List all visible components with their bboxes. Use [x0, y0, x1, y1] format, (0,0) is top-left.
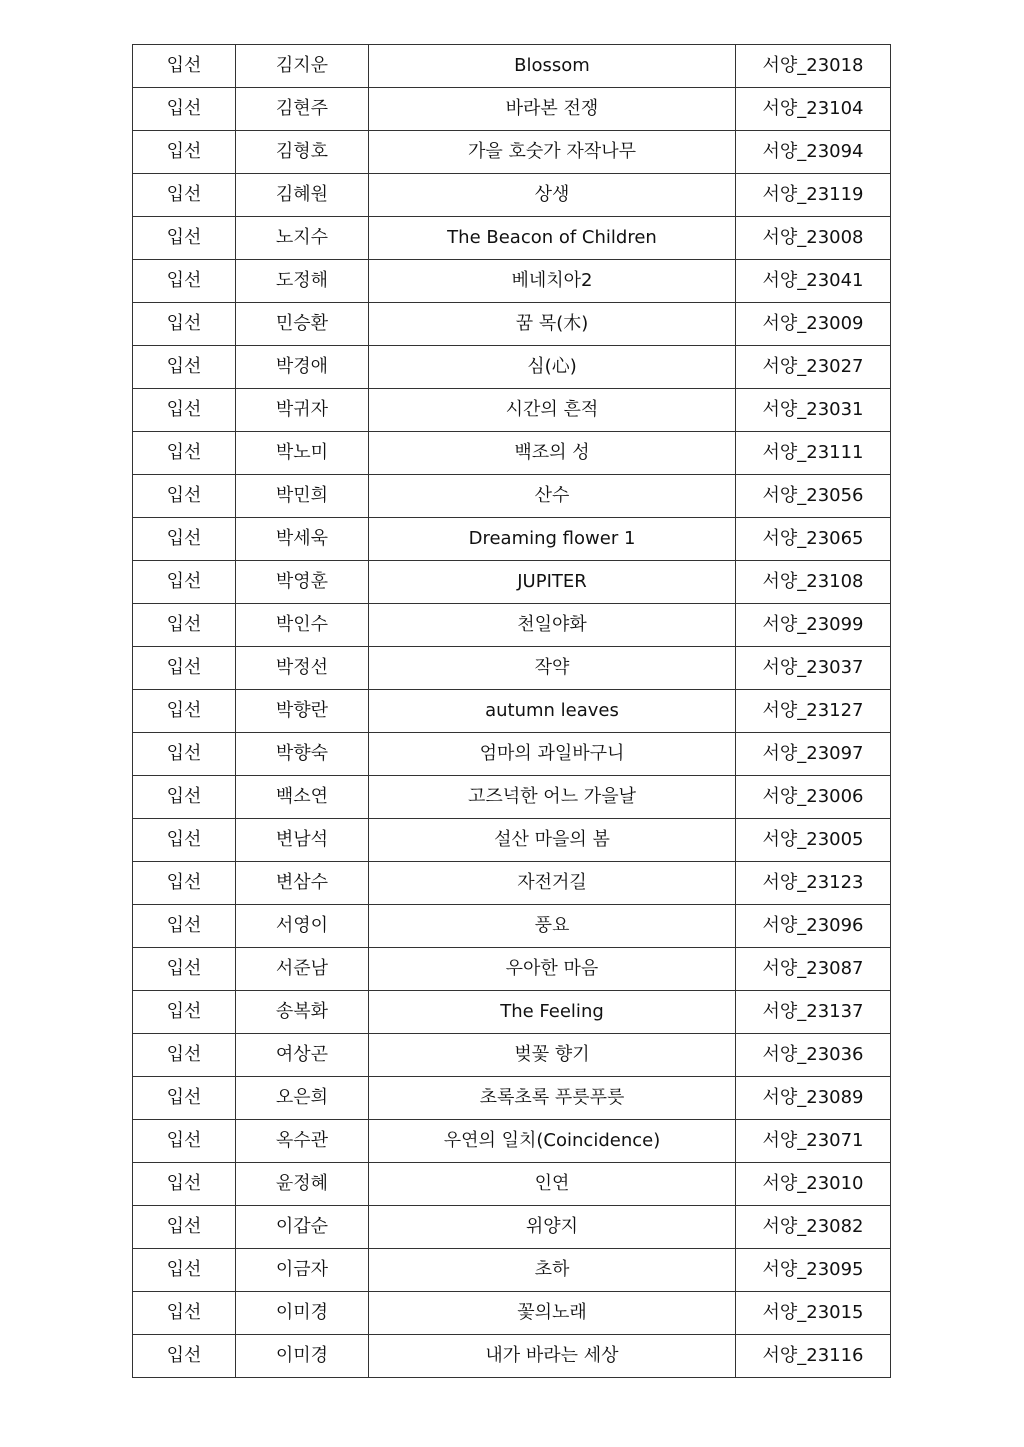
- table-row: [133, 776, 891, 819]
- table-row: [133, 131, 891, 174]
- award-cell: 입선: [133, 260, 236, 303]
- award-cell: 입선: [133, 733, 236, 776]
- table-row: [133, 1120, 891, 1163]
- table-row: [133, 217, 891, 260]
- artwork-title-cell: 초록초록 푸릇푸릇: [369, 1077, 736, 1120]
- artwork-title-cell: 초하: [369, 1249, 736, 1292]
- artist-name-cell: 오은희: [236, 1077, 369, 1120]
- entry-code-cell: 서양_23123: [736, 862, 891, 905]
- entry-code-cell: 서양_23099: [736, 604, 891, 647]
- award-cell: 입선: [133, 518, 236, 561]
- entry-code-cell: 서양_23137: [736, 991, 891, 1034]
- entry-code-cell: 서양_23056: [736, 475, 891, 518]
- table-row: [133, 432, 891, 475]
- artwork-title-cell: The Beacon of Children: [369, 217, 736, 260]
- artwork-title-cell: 꽃의노래: [369, 1292, 736, 1335]
- artwork-title-cell: 바라본 전쟁: [369, 88, 736, 131]
- artist-name-cell: 박인수: [236, 604, 369, 647]
- award-cell: 입선: [133, 690, 236, 733]
- entry-code-cell: 서양_23036: [736, 1034, 891, 1077]
- entry-code-cell: 서양_23010: [736, 1163, 891, 1206]
- artwork-title-cell: 상생: [369, 174, 736, 217]
- award-cell: 입선: [133, 475, 236, 518]
- entry-code-cell: 서양_23087: [736, 948, 891, 991]
- table-row: [133, 690, 891, 733]
- entry-code-cell: 서양_23071: [736, 1120, 891, 1163]
- entry-code-cell: 서양_23127: [736, 690, 891, 733]
- entry-code-cell: 서양_23108: [736, 561, 891, 604]
- artist-name-cell: 여상곤: [236, 1034, 369, 1077]
- table-row: [133, 475, 891, 518]
- artist-name-cell: 이미경: [236, 1292, 369, 1335]
- award-cell: 입선: [133, 604, 236, 647]
- table-row: [133, 518, 891, 561]
- entry-code-cell: 서양_23082: [736, 1206, 891, 1249]
- award-cell: 입선: [133, 905, 236, 948]
- award-cell: 입선: [133, 862, 236, 905]
- entry-code-cell: 서양_23094: [736, 131, 891, 174]
- table-row: [133, 561, 891, 604]
- table-row: [133, 1206, 891, 1249]
- artist-name-cell: 옥수관: [236, 1120, 369, 1163]
- artwork-title-cell: Blossom: [369, 45, 736, 88]
- artwork-title-cell: 심(心): [369, 346, 736, 389]
- artwork-title-cell: 우연의 일치(Coincidence): [369, 1120, 736, 1163]
- award-cell: 입선: [133, 217, 236, 260]
- artist-name-cell: 변남석: [236, 819, 369, 862]
- award-cell: 입선: [133, 1120, 236, 1163]
- artwork-title-cell: 산수: [369, 475, 736, 518]
- table-row: [133, 1077, 891, 1120]
- entry-code-cell: 서양_23065: [736, 518, 891, 561]
- entry-code-cell: 서양_23005: [736, 819, 891, 862]
- award-cell: 입선: [133, 1335, 236, 1378]
- table-row: [133, 1163, 891, 1206]
- table-row: [133, 260, 891, 303]
- award-cell: 입선: [133, 948, 236, 991]
- table-row: [133, 174, 891, 217]
- artist-name-cell: 이갑순: [236, 1206, 369, 1249]
- table-row: [133, 346, 891, 389]
- entry-code-cell: 서양_23009: [736, 303, 891, 346]
- artist-name-cell: 도정해: [236, 260, 369, 303]
- artist-name-cell: 박정선: [236, 647, 369, 690]
- award-cell: 입선: [133, 131, 236, 174]
- award-cell: 입선: [133, 776, 236, 819]
- artist-name-cell: 송복화: [236, 991, 369, 1034]
- award-cell: 입선: [133, 1077, 236, 1120]
- artist-name-cell: 김형호: [236, 131, 369, 174]
- artwork-title-cell: 천일야화: [369, 604, 736, 647]
- entry-code-cell: 서양_23015: [736, 1292, 891, 1335]
- table-row: [133, 733, 891, 776]
- artist-name-cell: 박향숙: [236, 733, 369, 776]
- artist-name-cell: 민승환: [236, 303, 369, 346]
- entry-code-cell: 서양_23031: [736, 389, 891, 432]
- table-row: [133, 45, 891, 88]
- artist-name-cell: 백소연: [236, 776, 369, 819]
- award-cell: 입선: [133, 561, 236, 604]
- table-row: [133, 303, 891, 346]
- artist-name-cell: 김현주: [236, 88, 369, 131]
- artwork-title-cell: 인연: [369, 1163, 736, 1206]
- award-cell: 입선: [133, 1163, 236, 1206]
- artwork-title-cell: autumn leaves: [369, 690, 736, 733]
- artwork-title-cell: 고즈넉한 어느 가을날: [369, 776, 736, 819]
- award-cell: 입선: [133, 819, 236, 862]
- artwork-title-cell: 베네치아2: [369, 260, 736, 303]
- artwork-title-cell: 풍요: [369, 905, 736, 948]
- artist-name-cell: 박귀자: [236, 389, 369, 432]
- artwork-title-cell: 위양지: [369, 1206, 736, 1249]
- artwork-title-cell: 자전거길: [369, 862, 736, 905]
- artist-name-cell: 박영훈: [236, 561, 369, 604]
- artwork-title-cell: Dreaming flower 1: [369, 518, 736, 561]
- entry-code-cell: 서양_23119: [736, 174, 891, 217]
- artwork-title-cell: 엄마의 과일바구니: [369, 733, 736, 776]
- artist-name-cell: 박세욱: [236, 518, 369, 561]
- artist-name-cell: 이미경: [236, 1335, 369, 1378]
- artwork-title-cell: 꿈 목(木): [369, 303, 736, 346]
- table-row: [133, 604, 891, 647]
- award-cell: 입선: [133, 174, 236, 217]
- award-cell: 입선: [133, 389, 236, 432]
- entry-code-cell: 서양_23027: [736, 346, 891, 389]
- award-cell: 입선: [133, 88, 236, 131]
- artist-name-cell: 이금자: [236, 1249, 369, 1292]
- artist-name-cell: 서영이: [236, 905, 369, 948]
- artist-name-cell: 김지운: [236, 45, 369, 88]
- table-row: [133, 1034, 891, 1077]
- artist-name-cell: 박향란: [236, 690, 369, 733]
- table-row: [133, 948, 891, 991]
- award-cell: 입선: [133, 432, 236, 475]
- entry-code-cell: 서양_23095: [736, 1249, 891, 1292]
- artwork-title-cell: 시간의 흔적: [369, 389, 736, 432]
- artwork-title-cell: 백조의 성: [369, 432, 736, 475]
- table-row: [133, 905, 891, 948]
- entry-code-cell: 서양_23008: [736, 217, 891, 260]
- artwork-title-cell: The Feeling: [369, 991, 736, 1034]
- artist-name-cell: 박민희: [236, 475, 369, 518]
- table-row: [133, 819, 891, 862]
- award-cell: 입선: [133, 1034, 236, 1077]
- entry-code-cell: 서양_23111: [736, 432, 891, 475]
- artist-name-cell: 김혜원: [236, 174, 369, 217]
- award-cell: 입선: [133, 303, 236, 346]
- table-row: [133, 1249, 891, 1292]
- artist-name-cell: 변삼수: [236, 862, 369, 905]
- entry-code-cell: 서양_23089: [736, 1077, 891, 1120]
- award-cell: 입선: [133, 45, 236, 88]
- artwork-title-cell: 벚꽃 향기: [369, 1034, 736, 1077]
- artwork-title-cell: 우아한 마음: [369, 948, 736, 991]
- artist-name-cell: 박노미: [236, 432, 369, 475]
- table-row: [133, 647, 891, 690]
- entry-code-cell: 서양_23018: [736, 45, 891, 88]
- artist-name-cell: 노지수: [236, 217, 369, 260]
- artist-name-cell: 박경애: [236, 346, 369, 389]
- entry-code-cell: 서양_23104: [736, 88, 891, 131]
- entry-code-cell: 서양_23037: [736, 647, 891, 690]
- artist-name-cell: 서준남: [236, 948, 369, 991]
- table-row: [133, 88, 891, 131]
- artwork-title-cell: 내가 바라는 세상: [369, 1335, 736, 1378]
- table-row: [133, 389, 891, 432]
- award-cell: 입선: [133, 1292, 236, 1335]
- artwork-title-cell: JUPITER: [369, 561, 736, 604]
- artwork-title-cell: 작약: [369, 647, 736, 690]
- artist-name-cell: 윤정혜: [236, 1163, 369, 1206]
- entry-code-cell: 서양_23097: [736, 733, 891, 776]
- entry-code-cell: 서양_23006: [736, 776, 891, 819]
- table-row: [133, 991, 891, 1034]
- award-results-table: [132, 44, 891, 1378]
- table-row: [133, 1292, 891, 1335]
- table-row: [133, 862, 891, 905]
- entry-code-cell: 서양_23041: [736, 260, 891, 303]
- table-body: [133, 45, 891, 1378]
- entry-code-cell: 서양_23116: [736, 1335, 891, 1378]
- award-cell: 입선: [133, 346, 236, 389]
- table-row: [133, 1335, 891, 1378]
- award-cell: 입선: [133, 1249, 236, 1292]
- artwork-title-cell: 설산 마을의 봄: [369, 819, 736, 862]
- artwork-title-cell: 가을 호숫가 자작나무: [369, 131, 736, 174]
- entry-code-cell: 서양_23096: [736, 905, 891, 948]
- award-cell: 입선: [133, 1206, 236, 1249]
- award-cell: 입선: [133, 647, 236, 690]
- document-page: [132, 44, 890, 1378]
- award-cell: 입선: [133, 991, 236, 1034]
